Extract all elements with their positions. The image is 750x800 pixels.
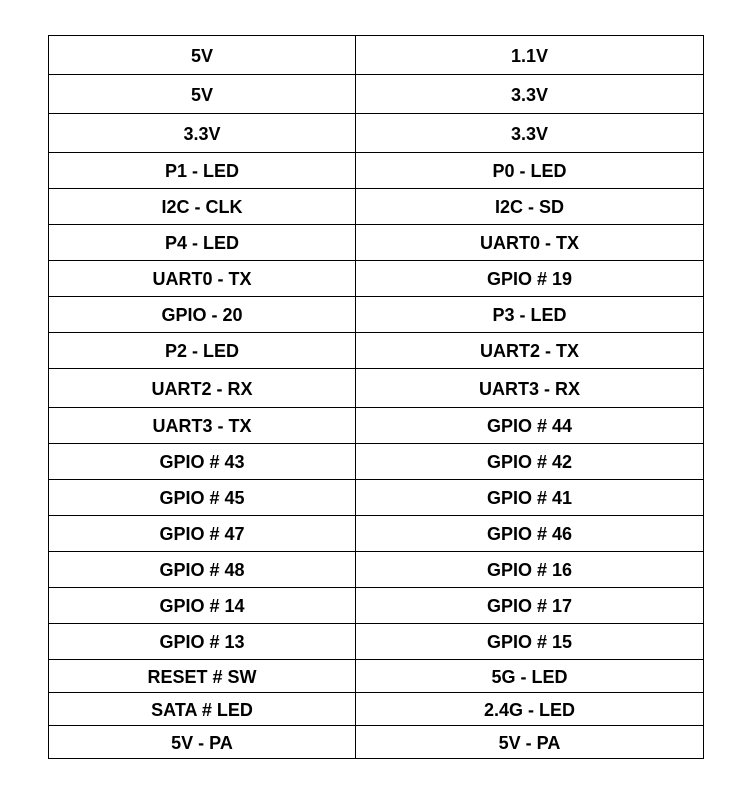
cell-text: GPIO - 20 (161, 305, 243, 325)
table-cell-left (49, 408, 356, 444)
cell-text: P2 - LED (164, 341, 239, 361)
cell-text: GPIO # 14 (159, 596, 245, 616)
table-row (49, 297, 704, 333)
cell-text: GPIO # 47 (159, 524, 245, 544)
table-row (49, 225, 704, 261)
table-row (49, 693, 704, 726)
table-row (49, 75, 704, 114)
cell-text: GPIO # 17 (486, 596, 573, 616)
table-cell-right (356, 660, 704, 693)
table-cell-right (356, 480, 704, 516)
cell-text: 5V - PA (498, 732, 561, 753)
cell-text: P1 - LED (164, 161, 239, 181)
table-cell-left (49, 297, 356, 333)
table-cell-right (356, 552, 704, 588)
table-cell-left (49, 153, 356, 189)
table-row (49, 408, 704, 444)
cell-text: 1.1V (510, 45, 549, 66)
cell-text: RESET # SW (147, 666, 257, 687)
cell-text: SATA # LED (151, 699, 253, 720)
table-cell-left (49, 261, 356, 297)
table-cell-right (356, 624, 704, 660)
pin-table-body (49, 36, 704, 759)
cell-text: GPIO # 44 (486, 416, 573, 436)
table-row (49, 189, 704, 225)
table-row (49, 114, 704, 153)
table-cell-right (356, 75, 704, 114)
table-row (49, 36, 704, 75)
table-cell-left (49, 480, 356, 516)
table-cell-left (49, 333, 356, 369)
table-cell-right (356, 369, 704, 408)
table-cell-left (49, 189, 356, 225)
cell-text: GPIO # 19 (486, 269, 573, 289)
table-cell-right (356, 225, 704, 261)
table-cell-left (49, 444, 356, 480)
cell-text: GPIO # 16 (486, 560, 573, 580)
cell-text: I2C - CLK (161, 197, 243, 217)
cell-text: UART0 - TX (480, 233, 579, 253)
table-cell-left (49, 369, 356, 408)
table-cell-left (49, 552, 356, 588)
table-cell-left (49, 36, 356, 75)
table-row (49, 261, 704, 297)
cell-text: GPIO # 46 (486, 524, 573, 544)
table-row (49, 552, 704, 588)
table-cell-left (49, 75, 356, 114)
table-cell-right (356, 36, 704, 75)
table-row (49, 516, 704, 552)
table-row (49, 444, 704, 480)
cell-text: UART2 - RX (151, 378, 253, 399)
cell-text: 5V (190, 45, 214, 66)
table-cell-right (356, 408, 704, 444)
table-cell-right (356, 516, 704, 552)
cell-text: GPIO # 42 (486, 452, 573, 472)
cell-text: UART2 - TX (480, 341, 579, 361)
table-cell-right (356, 444, 704, 480)
table-row (49, 660, 704, 693)
table-cell-right (356, 693, 704, 726)
cell-text: 3.3V (510, 84, 549, 105)
table-cell-right (356, 297, 704, 333)
cell-text: GPIO # 45 (159, 488, 245, 508)
cell-text: UART0 - TX (152, 269, 252, 289)
cell-text: 3.3V (510, 123, 549, 144)
pin-table (48, 35, 704, 759)
table-cell-left (49, 114, 356, 153)
cell-text: UART3 - TX (152, 416, 252, 436)
table-cell-right (356, 114, 704, 153)
cell-text: GPIO # 48 (159, 560, 245, 580)
cell-text: GPIO # 13 (159, 632, 245, 652)
table-cell-left (49, 693, 356, 726)
cell-text: UART3 - RX (478, 378, 580, 399)
table-row (49, 369, 704, 408)
table-cell-right (356, 333, 704, 369)
cell-text: P3 - LED (492, 305, 567, 325)
table-cell-right (356, 189, 704, 225)
table-cell-left (49, 225, 356, 261)
cell-text: 3.3V (183, 123, 221, 144)
table-cell-right (356, 261, 704, 297)
table-row (49, 153, 704, 189)
cell-text: 5G - LED (491, 666, 568, 687)
table-cell-left (49, 660, 356, 693)
table-row (49, 624, 704, 660)
cell-text: GPIO # 15 (486, 632, 573, 652)
table-cell-left (49, 726, 356, 759)
cell-text: I2C - SD (494, 197, 564, 217)
cell-text: P4 - LED (164, 233, 239, 253)
cell-text: P0 - LED (492, 161, 567, 181)
table-cell-left (49, 588, 356, 624)
table-cell-right (356, 153, 704, 189)
table-cell-left (49, 516, 356, 552)
cell-text: GPIO # 41 (486, 488, 573, 508)
cell-text: GPIO # 43 (159, 452, 245, 472)
table-cell-left (49, 624, 356, 660)
table-cell-right (356, 588, 704, 624)
cell-text: 2.4G - LED (483, 699, 576, 720)
table-row (49, 480, 704, 516)
table-row (49, 333, 704, 369)
cell-text: 5V - PA (171, 732, 233, 753)
table-cell-right (356, 726, 704, 759)
table-row (49, 588, 704, 624)
table-row (49, 726, 704, 759)
cell-text: 5V (190, 84, 214, 105)
